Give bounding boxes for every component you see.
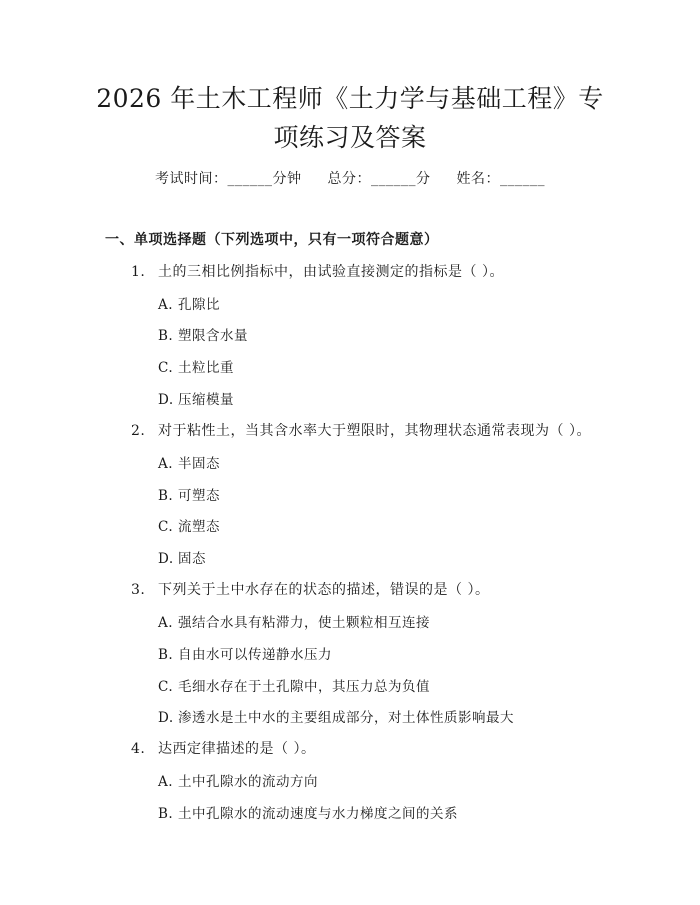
option-3b — [158, 643, 332, 663]
document-title-line-2: 项练习及答案 — [273, 123, 427, 152]
section-heading: 一、单项选择题（下列选项中，只有一项符合题意） — [105, 232, 439, 248]
option-letter: A. — [158, 297, 174, 313]
option-letter: A. — [158, 774, 174, 790]
question-number: 1. — [131, 264, 146, 280]
exam-meta — [0, 168, 700, 188]
option-2d — [158, 547, 206, 567]
option-letter: D. — [158, 392, 174, 408]
option-text: 孔隙比 — [178, 297, 220, 313]
exam-name: 姓名：______ — [456, 171, 545, 187]
option-letter: A. — [158, 615, 174, 631]
option-text: 压缩模量 — [178, 392, 234, 408]
option-3a — [158, 611, 430, 631]
question-3 — [131, 579, 489, 599]
question-text: 达西定律描述的是（ ）。 — [158, 741, 316, 757]
option-letter: B. — [158, 647, 174, 663]
option-text: 强结合水具有粘滞力，使土颗粒相互连接 — [178, 615, 430, 631]
question-number: 3. — [131, 582, 146, 598]
option-text: 土中孔隙水的流动方向 — [178, 774, 318, 790]
question-1 — [131, 261, 504, 281]
option-letter: B. — [158, 328, 174, 344]
option-text: 土中孔隙水的流动速度与水力梯度之间的关系 — [178, 806, 458, 822]
option-2a — [158, 452, 220, 472]
question-number: 4. — [131, 741, 146, 757]
option-letter: D. — [158, 710, 174, 726]
option-text: 自由水可以传递静水压力 — [178, 647, 332, 663]
option-3d — [158, 706, 514, 726]
option-2b — [158, 484, 220, 504]
option-text: 土粒比重 — [178, 360, 234, 376]
option-letter: A. — [158, 456, 174, 472]
question-text: 下列关于土中水存在的状态的描述，错误的是（ ）。 — [158, 582, 490, 598]
option-letter: C. — [158, 679, 174, 695]
option-4a — [158, 770, 318, 790]
option-2c — [158, 515, 220, 535]
option-1c — [158, 356, 234, 376]
option-1a — [158, 293, 220, 313]
option-text: 流塑态 — [178, 519, 220, 535]
option-1b — [158, 324, 248, 344]
option-4b — [158, 802, 458, 822]
question-2 — [131, 420, 591, 440]
option-text: 固态 — [178, 551, 206, 567]
option-text: 渗透水是土中水的主要组成部分，对土体性质影响最大 — [178, 710, 514, 726]
document-title-line-1: 2026 年土木工程师《土力学与基础工程》专 — [96, 84, 604, 113]
option-1d — [158, 388, 234, 408]
option-letter: C. — [158, 519, 174, 535]
option-letter: B. — [158, 806, 174, 822]
question-text: 土的三相比例指标中，由试验直接测定的指标是（ ）。 — [158, 264, 504, 280]
question-4 — [131, 738, 315, 758]
option-text: 毛细水存在于土孔隙中，其压力总为负值 — [178, 679, 430, 695]
option-text: 半固态 — [178, 456, 220, 472]
option-letter: B. — [158, 488, 174, 504]
option-text: 可塑态 — [178, 488, 220, 504]
option-letter: D. — [158, 551, 174, 567]
question-number: 2. — [131, 423, 146, 439]
option-3c — [158, 675, 430, 695]
option-text: 塑限含水量 — [178, 328, 248, 344]
exam-score: 总分：______分 — [327, 171, 431, 187]
question-text: 对于粘性土，当其含水率大于塑限时，其物理状态通常表现为（ ）。 — [158, 423, 591, 439]
exam-time: 考试时间：______分钟 — [155, 171, 302, 187]
option-letter: C. — [158, 360, 174, 376]
